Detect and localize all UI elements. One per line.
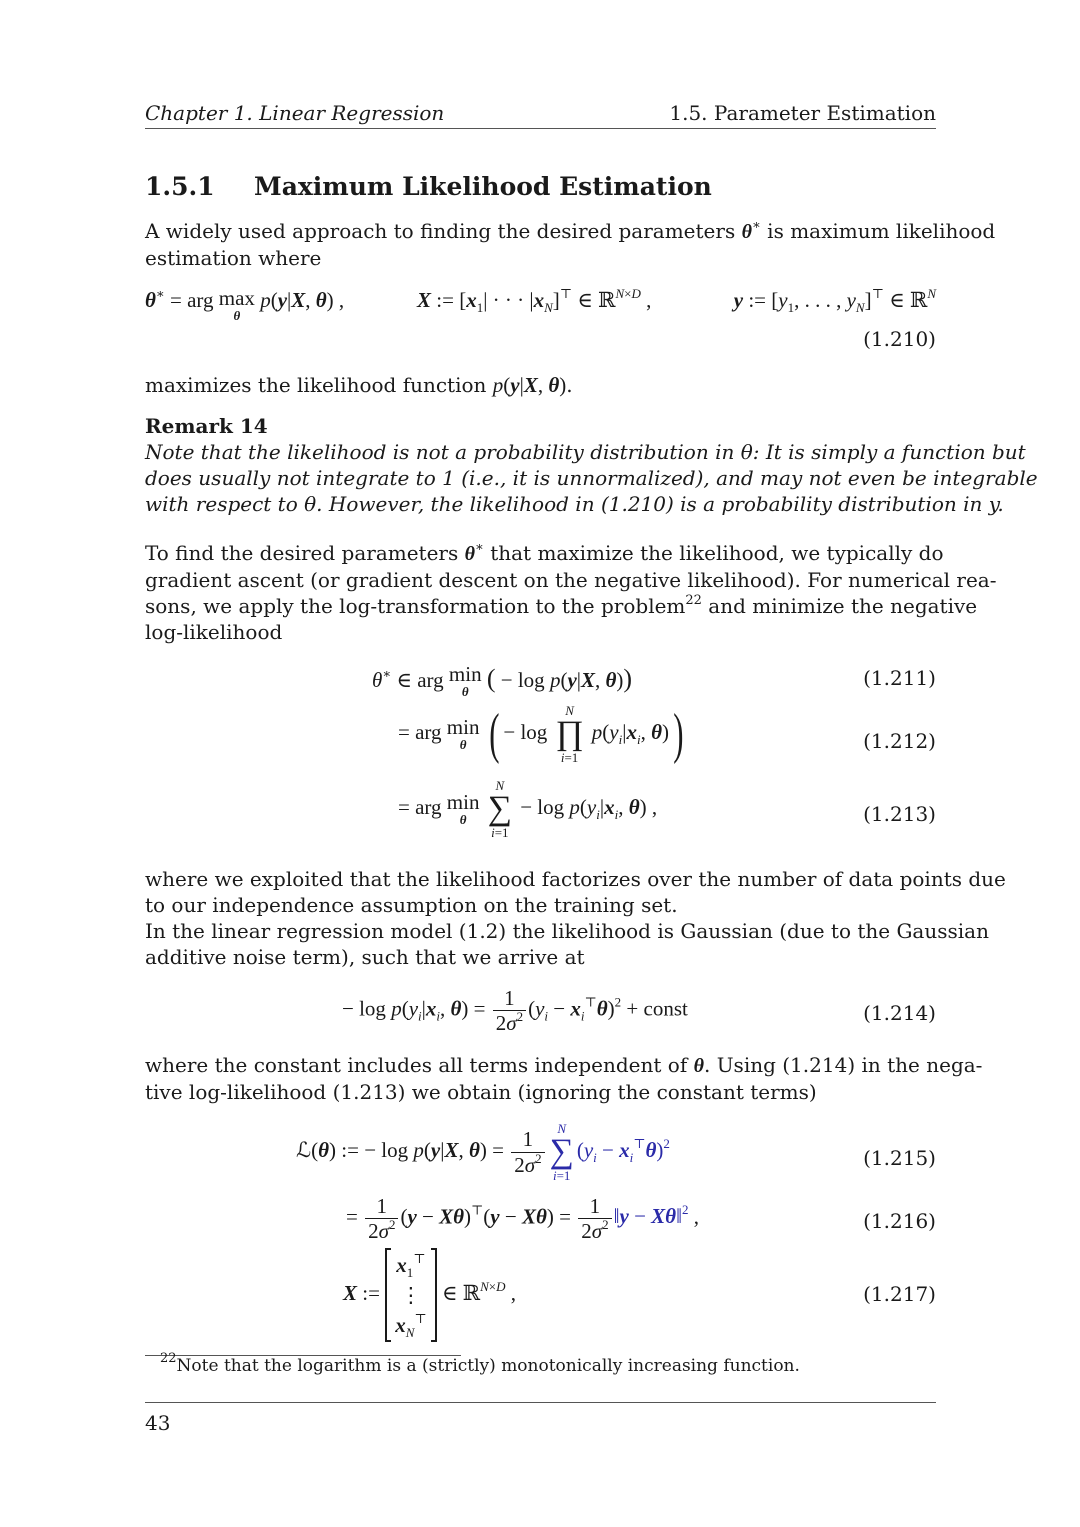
equation-1-212: = arg min θ ( − log N ∏ i=1 $p(y_i|x_i$, θ)): [398, 703, 684, 765]
footnote: [160, 1351, 800, 1376]
header-rule: [145, 128, 936, 129]
footnote-mark: 22: [160, 1351, 177, 1366]
equation-label-1-214: (1.214): [863, 1001, 936, 1025]
equation-label-1-212: (1.212): [863, 729, 936, 753]
equation-label-1-213: (1.213): [863, 802, 936, 826]
equation-1-213: = arg min θ N ∑ i=1 − $\log p(y_i|x_i$, θ) ,: [398, 778, 658, 840]
equation-1-211: θ∗ ∈ arg min θ ( − log p(y|X, θ)): [372, 662, 633, 699]
paragraph-constant: where the constant includes all terms independent of θ. Using (1.214) in the nega- tive log-likelihood (1.213) we obtain (ignoring the constant terms): [145, 1053, 983, 1104]
equation-1-217: X := $x_1^⊤$ ⋮ $x_N^⊤$ ∈ ℝ$^{N\times D}$ ,: [343, 1248, 516, 1342]
equation-1-215: ℒ(θ) := − log p(y|X, θ) = $\frac{1}{2\sigma^2}$ N ∑ i=1 $(y_i - x_i^⊤\theta)^2$: [296, 1121, 670, 1183]
remark-body: Note that the likelihood is not a probability distribution in θ: It is simply a function but does usually not integrate to 1 (i.e., it is unnormalized), and may not even be integrable with respect to θ. However, the likelihood in (1.210) is a probability distribution in y.: [145, 440, 1038, 516]
equation-1-216: = $\frac{1}{2\sigma^2}$ (y − Xθ)⊤(y − Xθ) = $\frac{1}{2\sigma^2}$ ‖y − Xθ‖$^2$ ,: [346, 1194, 699, 1244]
running-header-section: 1.5. Parameter Estimation: [669, 101, 936, 125]
maximizes-line: maximizes the likelihood function p(y|X, θ).: [145, 373, 573, 397]
paragraph-find-parameters: To find the desired parameters θ∗ that maximize the likelihood, we typically do gradient ascent (or gradient descent on the negative likelihood). For numerical rea- sons, we apply the log-transformation to the problem$^{22}$ and minimize the negative log-likelihood: [145, 540, 997, 644]
equation-1-214: − $\log p(y_i|x_i$, θ) = $\frac{1}{2\sigma^2}$ $(y_i - x_i^⊤\theta)^2$ + const: [342, 986, 688, 1036]
equation-label-1-211: (1.211): [863, 666, 936, 690]
footer-rule: [145, 1402, 936, 1403]
equation-label-1-216: (1.216): [863, 1209, 936, 1233]
intro-paragraph: A widely used approach to finding the desired parameters θ∗ is maximum likelihood estimation where: [145, 218, 996, 270]
paragraph-independence: where we exploited that the likelihood factorizes over the number of data points due to our independence assumption on the training set. In the linear regression model (1.2) the likelihood is Gaussian (due to the Gaussian additive noise term), such that we arrive at: [145, 867, 1006, 969]
remark-title: Remark 14: [145, 414, 268, 438]
equation-label-1-215: (1.215): [863, 1146, 936, 1170]
equation-label-1-210: (1.210): [863, 327, 936, 351]
running-header-chapter: Chapter 1. Linear Regression: [145, 101, 445, 125]
equation-label-1-217: (1.217): [863, 1282, 936, 1306]
section-heading: [145, 172, 712, 201]
footnote-reference: 22: [685, 593, 702, 608]
section-title: Maximum Likelihood Estimation: [254, 172, 712, 201]
footnote-text: Note that the logarithm is a (strictly) monotonically increasing function.: [176, 1356, 800, 1376]
section-number: 1.5.1: [145, 172, 215, 201]
page-number: 43: [145, 1411, 171, 1435]
